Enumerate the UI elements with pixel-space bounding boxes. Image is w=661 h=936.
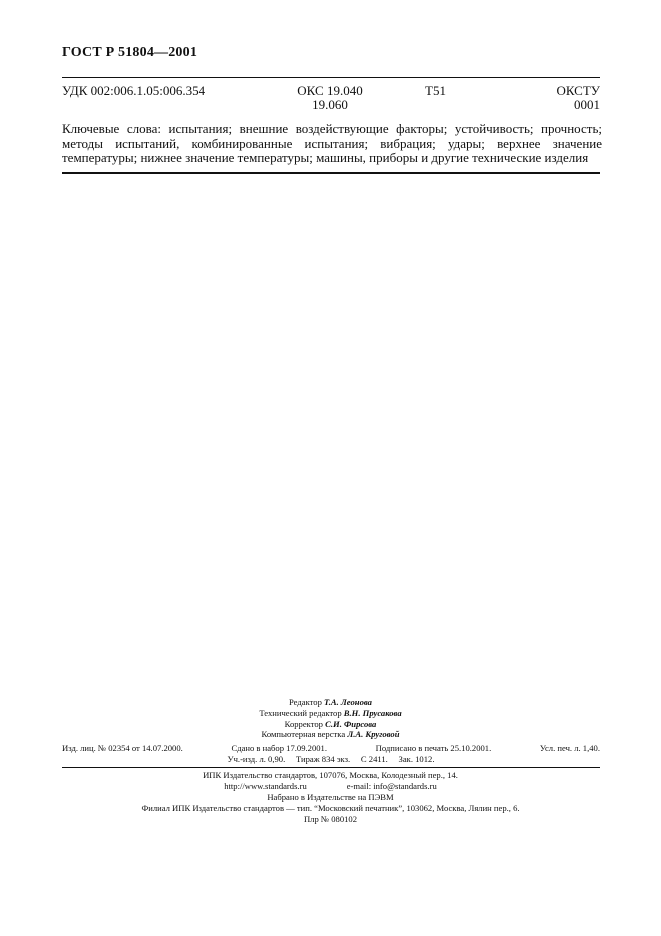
- imprint-license: Плр № 080102: [303, 814, 358, 824]
- imprint-block: [0, 770, 661, 825]
- license-number: Изд. лиц. № 02354 от 14.07.2000.: [62, 743, 183, 753]
- print-sheets: Усл. печ. л. 1,40.: [539, 743, 600, 753]
- imprint-publisher: ИПК Издательство стандартов, 107076, Москва, Колодезный пер., 14.: [203, 770, 458, 780]
- publication-info: [62, 743, 600, 765]
- imprint-divider: [62, 767, 600, 768]
- order-number: Зак. 1012.: [398, 754, 435, 764]
- staff-credits: [0, 697, 661, 740]
- staff-editor: [0, 697, 661, 708]
- set-date: Сдано в набор 17.09.2001.: [231, 743, 327, 753]
- staff-role: Компьютерная верстка: [261, 729, 346, 740]
- staff-name: Т.А. Леонова: [324, 697, 372, 707]
- document-code: ГОСТ Р 51804—2001: [62, 45, 198, 60]
- udk-code: УДК 002:006.1.05:006.354: [62, 83, 206, 98]
- imprint-contacts: [0, 781, 661, 792]
- staff-name: Л.А. Круговой: [347, 729, 400, 740]
- imprint-typeset: Набрано в Издательстве на ПЭВМ: [267, 792, 394, 802]
- staff-role: Технический редактор: [259, 707, 342, 718]
- staff-layout: [0, 729, 661, 740]
- staff-tech-editor: [0, 708, 661, 719]
- t-code: Т51: [425, 83, 446, 98]
- keywords-paragraph: Ключевые слова: испытания; внешние воздействующие факторы; устойчивость; прочность; методы испытаний, комбинированные испытания; вибрация; удары; верхнее значение температуры; нижнее значение температуры; машины, приборы и другие технические изделия: [62, 121, 602, 166]
- c-number: С 2411.: [360, 754, 388, 764]
- oks-code: [275, 84, 385, 112]
- oks-code-line1: ОКС 19.040: [297, 83, 363, 98]
- staff-name: С.И. Фирсова: [325, 718, 377, 729]
- imprint-email[interactable]: e-mail: info@standards.ru: [346, 781, 437, 791]
- imprint-printer: Филиал ИПК Издательство стандартов — тип. “Московский печатник”, 103062, Москва, Лялин пер., 6.: [141, 803, 520, 813]
- imprint-website[interactable]: http://www.standards.ru: [224, 781, 307, 791]
- edition-sheets: Уч.-изд. л. 0,90.: [227, 754, 286, 764]
- signed-date: Подписано в печать 25.10.2001.: [375, 743, 492, 753]
- publication-row-2: [62, 754, 600, 765]
- keywords-divider: [62, 172, 600, 174]
- print-run: Тираж 834 экз.: [295, 754, 351, 764]
- top-divider: [62, 77, 600, 78]
- staff-role: Корректор: [284, 718, 323, 729]
- oks-code-line2: 19.060: [312, 97, 348, 112]
- staff-proofreader: [0, 719, 661, 730]
- publication-row-1: [62, 743, 600, 754]
- okstu-code: ОКСТУ 0001: [556, 83, 600, 112]
- staff-role: Редактор: [289, 697, 322, 707]
- staff-name: В.Н. Прусакова: [343, 707, 402, 718]
